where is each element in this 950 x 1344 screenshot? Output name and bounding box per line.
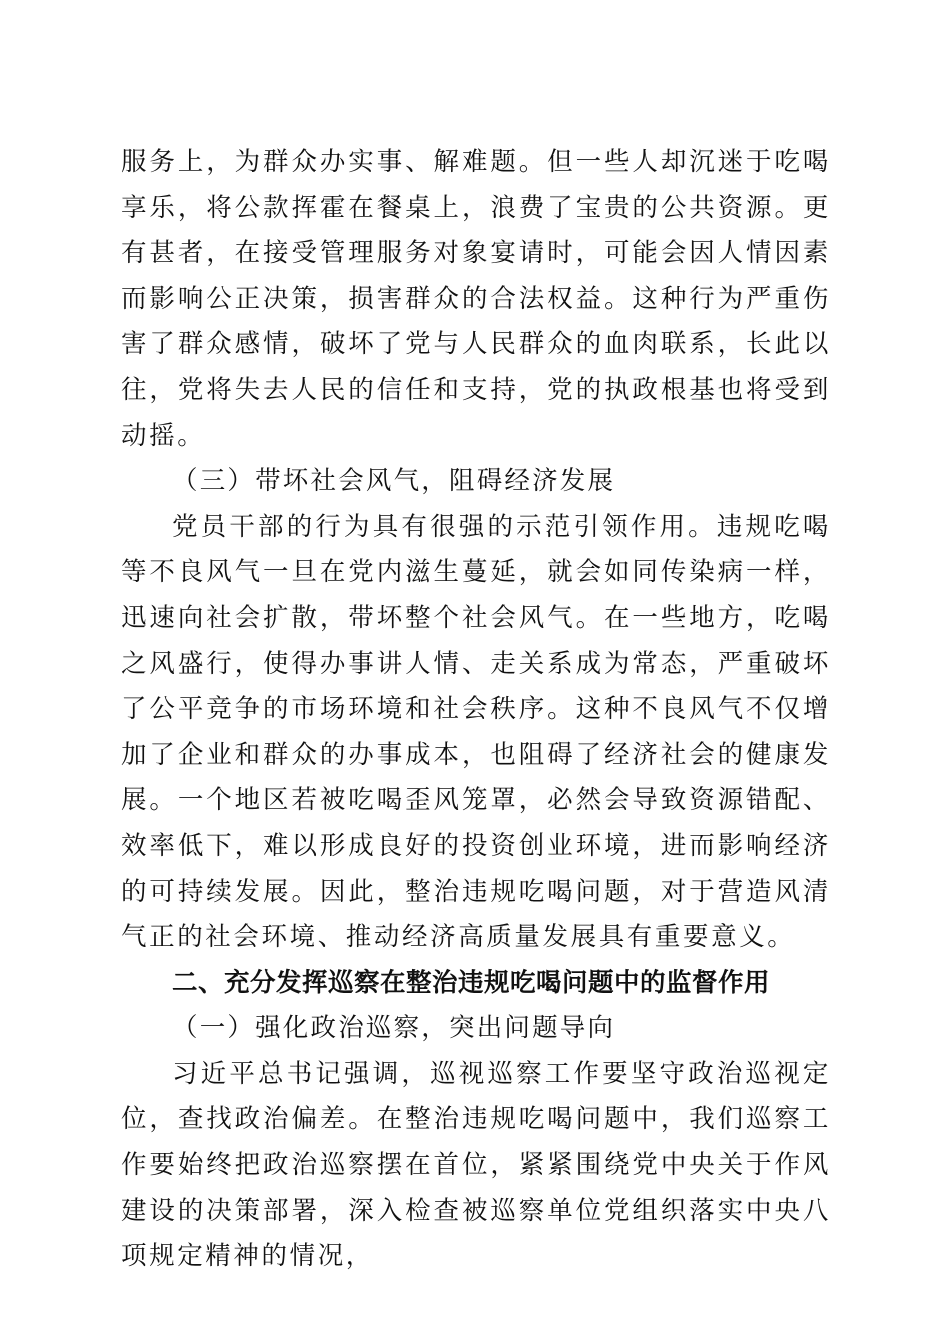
paragraph-social-impact: 党员干部的行为具有很强的示范引领作用。违规吃喝等不良风气一旦在党内滋生蔓延，就会如同传染病一样，迅速向社会扩散，带坏整个社会风气。在一些地方，吃喝之风盛行，使得办事讲人情、走关系成为常态，严重破坏了公平竞争的市场环境和社会秩序。这种不良风气不仅增加了企业和群众的办事成本，也阻碍了经济社会的健康发展。一个地区若被吃喝歪风笼罩，必然会导致资源错配、效率低下，难以形成良好的投资创业环境，进而影响经济的可持续发展。因此，整治违规吃喝问题，对于营造风清气正的社会环境、推动经济高质量发展具有重要意义。: [121, 511, 831, 953]
document-body: [121, 140, 831, 1280]
section-heading-two: 二、充分发挥巡察在整治违规吃喝问题中的监督作用: [172, 967, 771, 998]
paragraph-political-inspection: 习近平总书记强调，巡视巡察工作要坚守政治巡视定位，查找政治偏差。在整治违规吃喝问题中，我们巡察工作要始终把政治巡察摆在首位，紧紧围绕党中央关于作风建设的决策部署，深入检查被巡察单位党组织落实中央八项规定精神的情况，: [121, 1058, 831, 1272]
paragraph-continuation: 服务上，为群众办实事、解难题。但一些人却沉迷于吃喝享乐，将公款挥霍在餐桌上，浪费了宝贵的公共资源。更有甚者，在接受管理服务对象宴请时，可能会因人情因素而影响公正决策，损害群众的合法权益。这种行为严重伤害了群众感情，破坏了党与人民群众的血肉联系，长此以往，党将失去人民的信任和支持，党的执政根基也将受到动摇。: [121, 147, 831, 451]
sub-heading-three: （三）带坏社会风气，阻碍经济发展: [172, 466, 616, 497]
sub-heading-one: （一）强化政治巡察，突出问题导向: [172, 1013, 616, 1044]
